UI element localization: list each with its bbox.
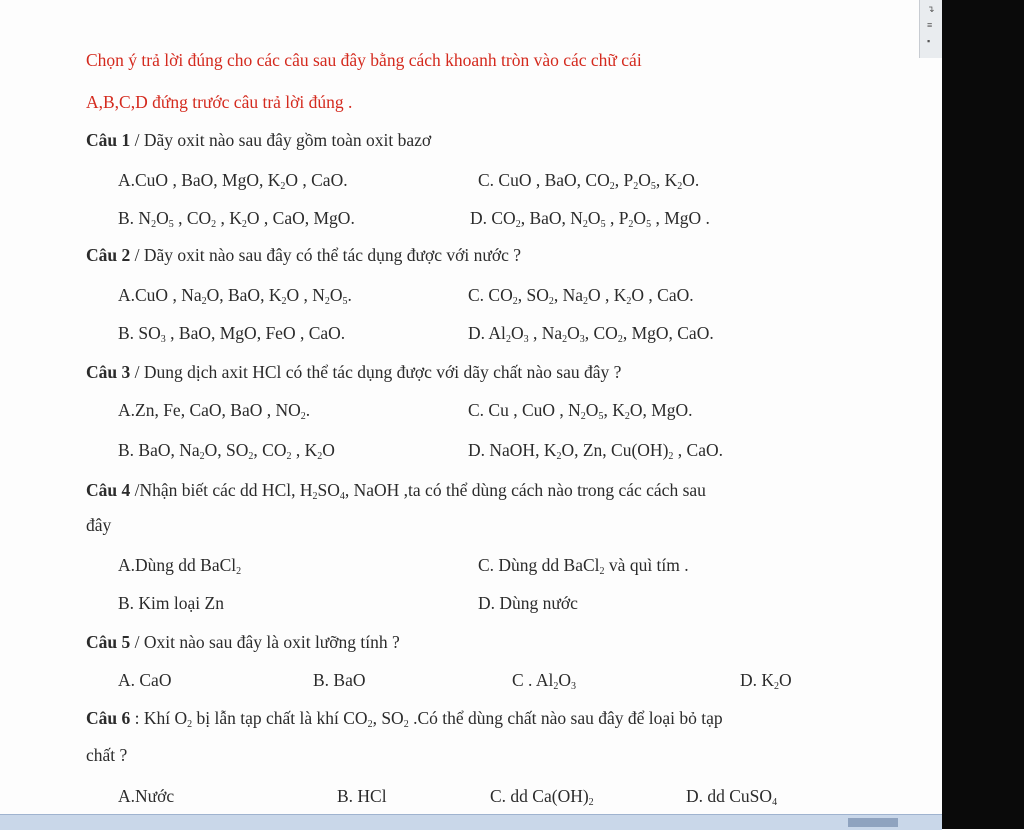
q5-option-c[interactable]: C . $Al_2O_3$: [512, 670, 576, 692]
q1-option-a[interactable]: A.CuO , BaO, MgO, $K_2O$ , CaO.: [118, 170, 348, 192]
q3-option-b[interactable]: B. BaO, $Na_2O$, $SO_2$, $CO_2$ , $K_2O$: [118, 440, 335, 462]
q4-option-d[interactable]: D. Dùng nước: [478, 593, 578, 613]
q6-option-c[interactable]: C. dd $Ca(OH)_2$: [490, 786, 594, 808]
question-text: / Dãy oxit nào sau đây gồm toàn oxit bazơ: [134, 130, 432, 150]
question-4: [86, 480, 706, 501]
question-text: / Dãy oxit nào sau đây có thể tác dụng được với nước ?: [134, 245, 522, 265]
q5-option-a[interactable]: A. CaO: [118, 670, 172, 690]
q5-option-b[interactable]: B. BaO: [313, 670, 366, 690]
q2-option-a[interactable]: A.CuO , $Na_2O$, BaO, $K_2O$ , $N_2O_5$.: [118, 285, 352, 307]
instruction-line-2: A,B,C,D đứng trước câu trả lời đúng .: [86, 92, 353, 112]
question-label: Câu 2: [86, 245, 131, 265]
q5-option-d[interactable]: D. $K_2O$: [740, 670, 792, 692]
question-label: Câu 5: [86, 632, 131, 652]
q4-option-a[interactable]: A.Dùng dd BaCl$_2$: [118, 555, 242, 577]
question-1: [86, 130, 431, 151]
q2-option-b[interactable]: B. $SO_3$ , BaO, MgO, FeO , CaO.: [118, 323, 346, 345]
q6-option-d[interactable]: D. dd CuSO$_4$: [686, 786, 778, 808]
view-buttons[interactable]: [848, 818, 898, 827]
right-black-border: [942, 0, 1024, 829]
q4-option-c[interactable]: C. Dùng dd BaCl$_2$ và quì tím .: [478, 555, 689, 577]
q1-option-b[interactable]: B. $N_2O_5$ , $CO_2$ , $K_2O$ , CaO, MgO.: [118, 208, 355, 230]
q4-option-b[interactable]: B. Kim loại Zn: [118, 593, 224, 613]
q6-option-b[interactable]: B. HCl: [337, 786, 387, 806]
question-text: /Nhận biết các dd HCl, $H_2SO_4$, NaOH ,ta có thể dùng cách nào trong các cách sau: [134, 480, 706, 502]
question-6: [86, 708, 723, 729]
question-3: [86, 362, 621, 383]
status-bar: [0, 814, 942, 830]
question-5: [86, 632, 400, 653]
question-text: / Oxit nào sau đây là oxit lưỡng tính ?: [134, 632, 400, 652]
q6-option-a[interactable]: A.Nước: [118, 786, 175, 806]
question-4-continued: đây: [86, 515, 112, 535]
q3-option-d[interactable]: D. NaOH, $K_2O$, Zn, $Cu(OH)_2$ , CaO.: [468, 440, 723, 462]
ruler-mark-icon: ↴: [927, 4, 935, 14]
question-6-continued: chất ?: [86, 745, 128, 765]
q1-option-c[interactable]: C. CuO , BaO, $CO_2$, $P_2O_5$, $K_2O$.: [478, 170, 700, 192]
q3-option-c[interactable]: C. Cu , CuO , $N_2O_5$, $K_2O$, MgO.: [468, 400, 693, 422]
instruction-line-1: Chọn ý trả lời đúng cho các câu sau đây bằng cách khoanh tròn vào các chữ cái: [86, 50, 642, 70]
ruler-mark-icon: ▪: [927, 36, 931, 46]
question-label: Câu 4: [86, 480, 131, 500]
q3-option-a[interactable]: A.Zn, Fe, CaO, BaO , $NO_2$.: [118, 400, 311, 422]
q1-option-d[interactable]: D. $CO_2$, BaO, $N_2O_5$ , $P_2O_5$ , MgO .: [470, 208, 710, 230]
question-label: Câu 1: [86, 130, 131, 150]
question-label: Câu 6: [86, 708, 131, 728]
question-2: [86, 245, 521, 266]
side-panel-handle[interactable]: [919, 0, 943, 58]
question-text: : Khí $O_2$ bị lẫn tạp chất là khí $CO_2$, $SO_2$ .Có thể dùng chất nào sau đây để loại bỏ tạp: [134, 708, 723, 730]
question-text: / Dung dịch axit HCl có thể tác dụng được với dãy chất nào sau đây ?: [134, 362, 622, 382]
q2-option-c[interactable]: C. $CO_2$, $SO_2$, $Na_2O$ , $K_2O$ , CaO.: [468, 285, 694, 307]
ruler-mark-icon: ≡: [927, 20, 933, 30]
q2-option-d[interactable]: D. $Al_2O_3$ , $Na_2O_3$, $CO_2$, MgO, CaO.: [468, 323, 714, 345]
question-label: Câu 3: [86, 362, 131, 382]
